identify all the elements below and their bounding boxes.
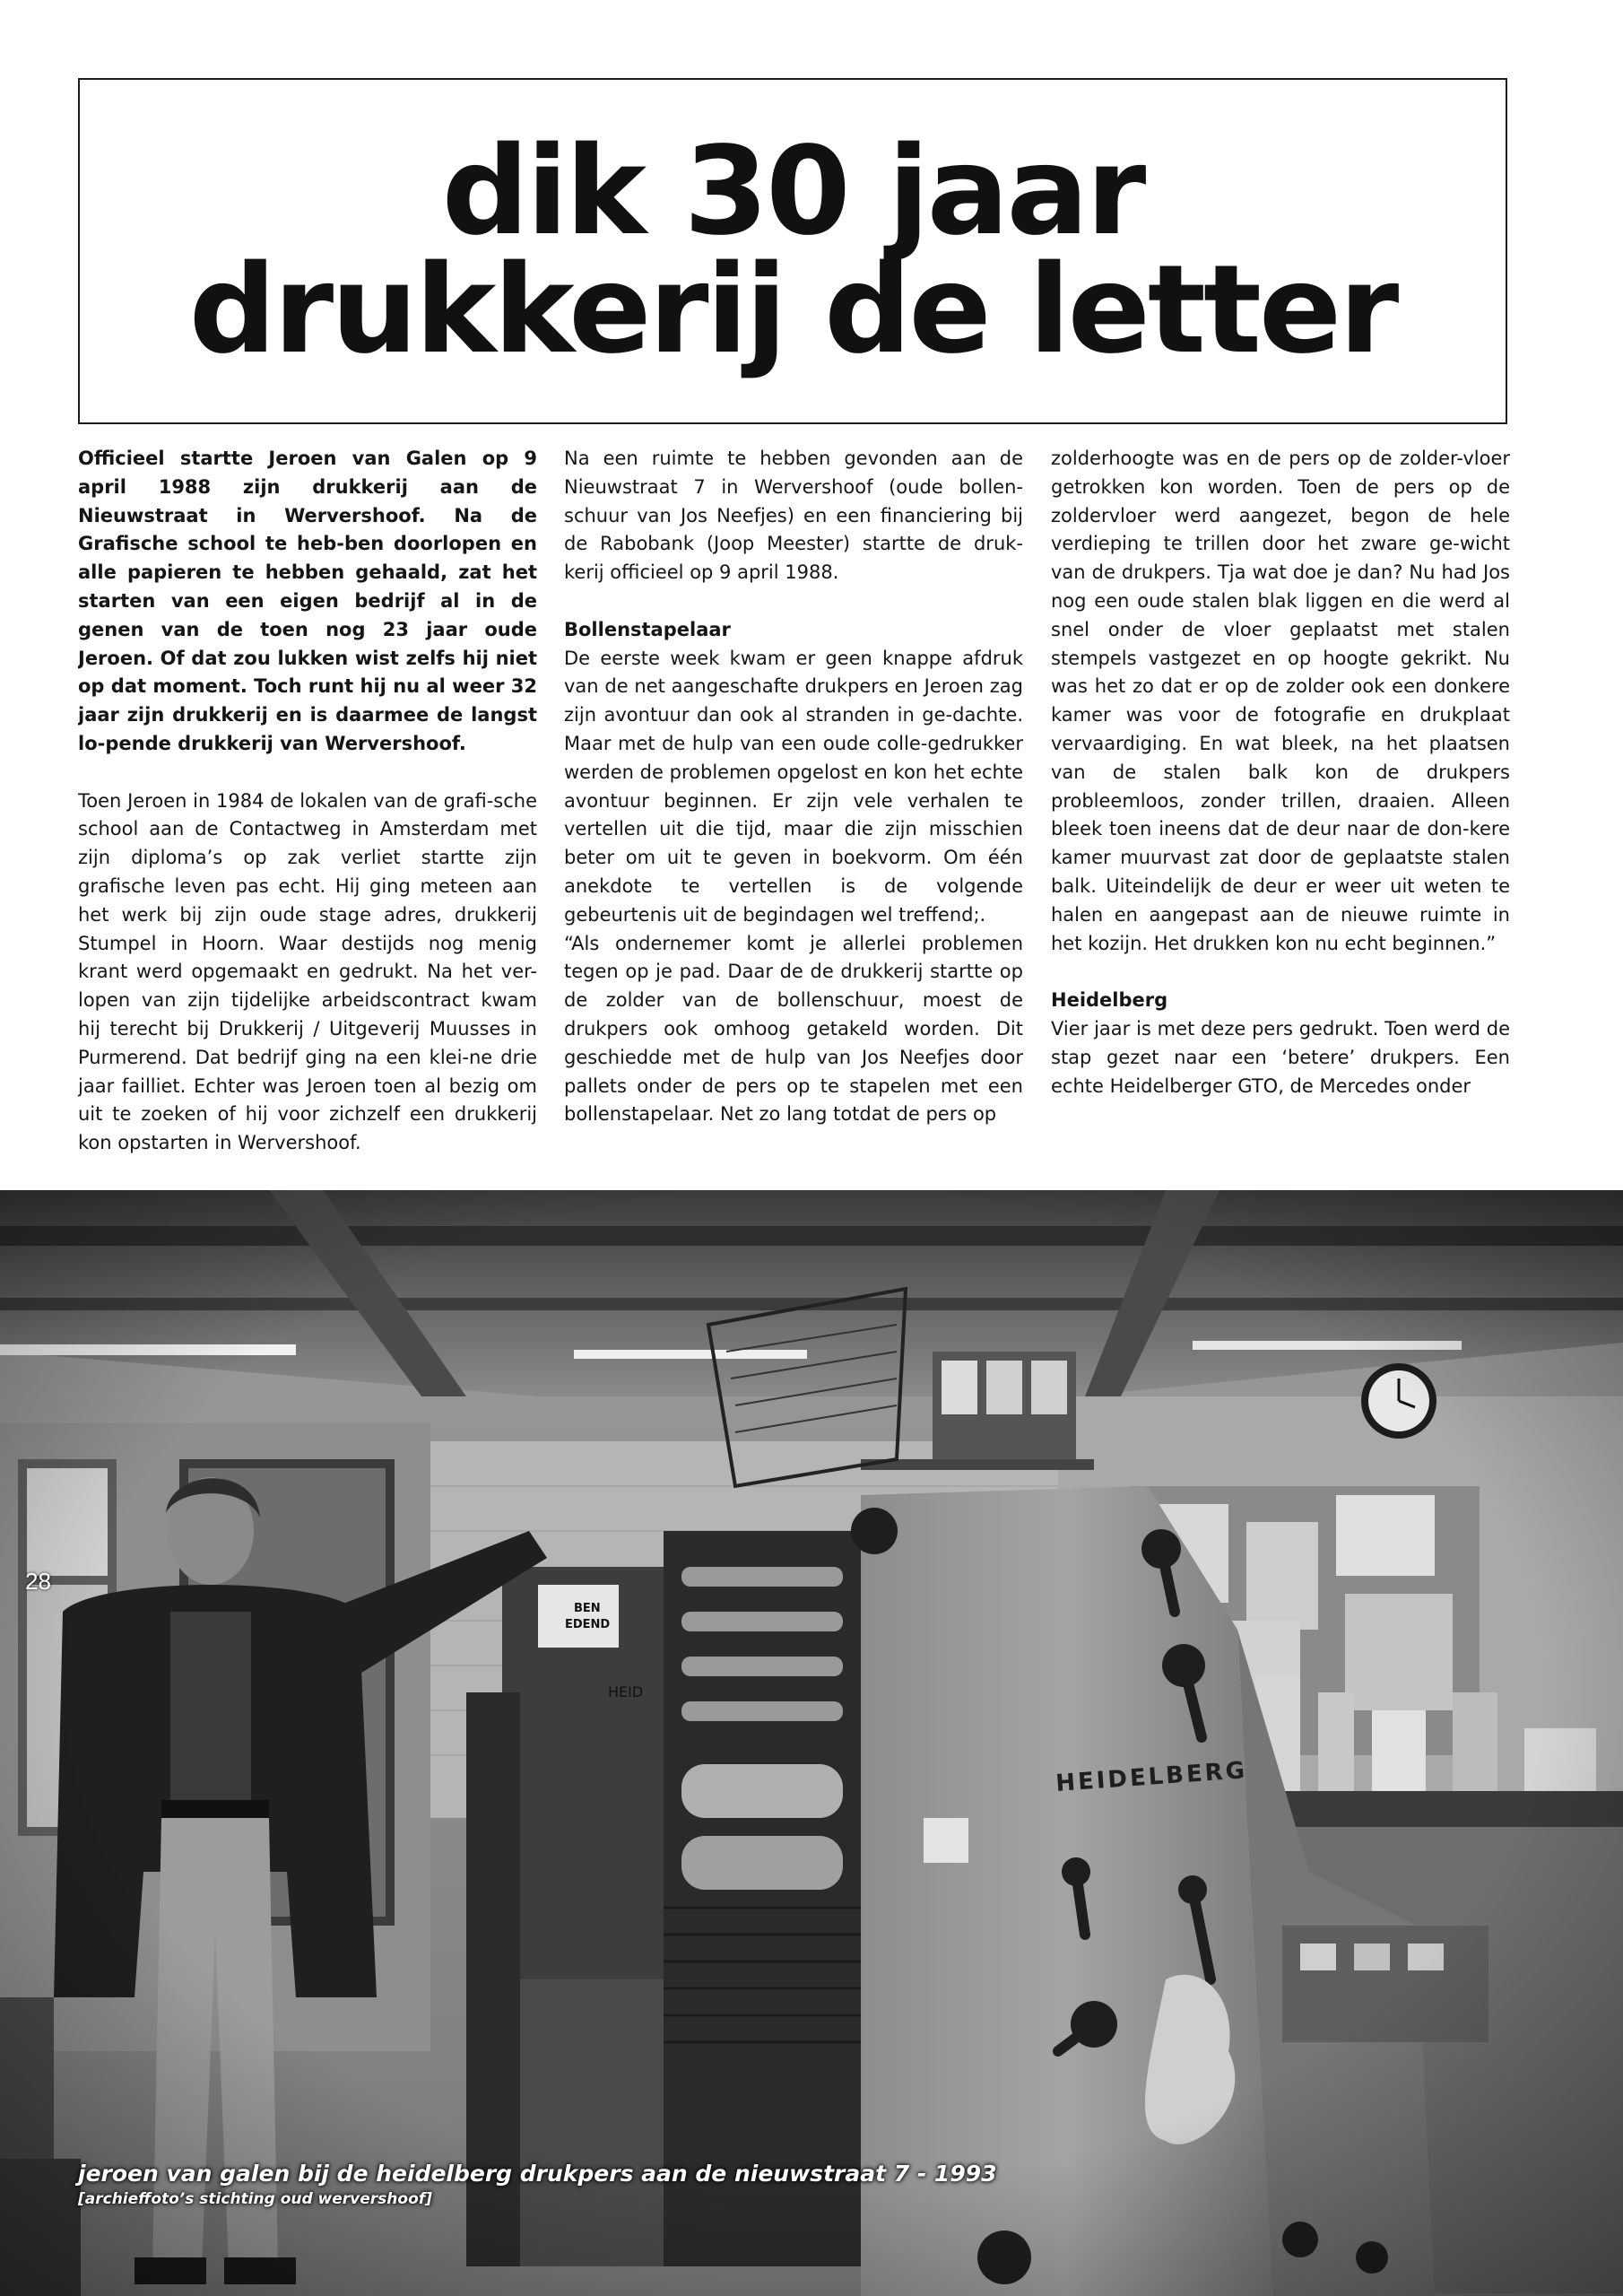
caption-line-1: jeroen van galen bij de heidelberg drukpers aan de nieuwstraat 7 - 1993 xyxy=(78,2161,997,2187)
lead-paragraph: Officieel startte Jeroen van Galen op 9 april 1988 zijn drukkerij aan de Nieuwstraat in Wervershoof. Na de Grafische school te heb-ben doorlopen en alle papieren te hebben gehaald, zat het starten van een eigen bedrijf al in de genen van de toen nog 23 jaar oude Jeroen. Of dat zou lukken wist zelfs hij niet op dat moment. Toch runt hij nu al weer 32 jaar zijn drukkerij en is daarmee de langst lo-pende drukkerij van Wervershoof. xyxy=(78,448,537,754)
body-paragraph: De eerste week kwam er geen knappe afdruk van de net aangeschafte drukpers en Jeroen zag zijn avontuur dan ook al stranden in ge-dachte. Maar met de hulp van een oude colle-gedrukker werden de problemen opgelost en kon het echte avontuur beginnen. Er zijn vele verhalen te vertellen uit die tijd, maar die zijn misschien beter om uit te geven in boekvorm. Om één anekdote te vertellen is de volgende gebeurtenis uit de begindagen wel treffend;. xyxy=(564,647,1023,926)
photo-illustration xyxy=(0,1190,1623,2296)
body-paragraph: Vier jaar is met deze pers gedrukt. Toen werd de stap gezet naar een ‘betere’ drukpers. Een echte Heidelberger GTO, de Mercedes onder xyxy=(1051,1017,1510,1097)
archive-photo xyxy=(0,1190,1623,2296)
title-line-2: drukkerij de letter xyxy=(188,239,1397,381)
article-column-1 xyxy=(78,445,537,1162)
caption-line-2: [archieffoto’s stichting oud wervershoof] xyxy=(78,2190,432,2208)
page-number: 28 xyxy=(25,1568,51,1595)
body-paragraph: zolderhoogte was en de pers op de zolder-vloer getrokken kon worden. Toen de pers op de zoldervloer werd aangezet, begon de hele verdieping te trillen door het zware ge-wicht van de drukpers. Tja wat doe je dan? Nu had Jos nog een oude stalen blak liggen en die werd al snel onder de vloer geplaatst met stalen stempels vastgezet en op hoogte gekrikt. Nu was het zo dat er op de zolder ook een donkere kamer was voor de fotografie en drukplaat vervaardiging. En wat bleek, na het plaatsen van de stalen balk kon de drukpers probleemloos, zonder trillen, draaien. Alleen bleek toen ineens dat de deur naar de don-kere kamer muurvast zat door de geplaatste stalen balk. Uiteindelijk de deur er weer uit weten te halen en aangepast aan de nieuwe ruimte in het kozijn. Het drukken kon nu echt beginnen.” xyxy=(1051,448,1510,954)
section-heading-bollenstapelaar: Bollenstapelaar xyxy=(564,618,731,640)
title-box xyxy=(78,78,1507,424)
photo-caption xyxy=(78,2160,997,2210)
body-paragraph: Toen Jeroen in 1984 de lokalen van de grafi-sche school aan de Contactweg in Amsterdam met zijn diploma’s op zak verliet startte zijn grafische leven pas echt. Hij ging meteen aan het werk bij zijn oude stage adres, drukkerij Stumpel in Hoorn. Waar destijds nog menig krant werd opgemaakt en gedrukt. Na het ver-lopen van zijn tijdelijke arbeidscontract kwam hij terecht bij Drukkerij / Uitgeverij Muusses in Purmerend. Dat bedrijf ging na een klei-ne drie jaar failliet. Echter was Jeroen toen al bezig om uit te zoeken of hij voor zichzelf een drukkerij kon opstarten in Wervershoof. xyxy=(78,789,537,1154)
body-paragraph: “Als ondernemer komt je allerlei problemen tegen op je pad. Daar de de drukkerij startte op de zolder van de bollenschuur, moest de drukpers ook omhoog getakeld worden. Dit geschiedde met de hulp van Jos Neefjes door pallets onder de pers op te stapelen met een bollenstapelaar. Net zo lang totdat de pers op xyxy=(564,932,1023,1126)
section-heading-heidelberg: Heidelberg xyxy=(1051,989,1168,1012)
title-line-1: dik 30 jaar xyxy=(441,121,1144,263)
article-column-3 xyxy=(1051,445,1510,1162)
article-column-2 xyxy=(564,445,1023,1162)
body-paragraph: Na een ruimte te hebben gevonden aan de Nieuwstraat 7 in Wervershoof (oude bollen-schuur van Jos Neefjes) en een financiering bij de Rabobank (Joop Meester) startte de druk-kerij officieel op 9 april 1988. xyxy=(564,448,1023,584)
